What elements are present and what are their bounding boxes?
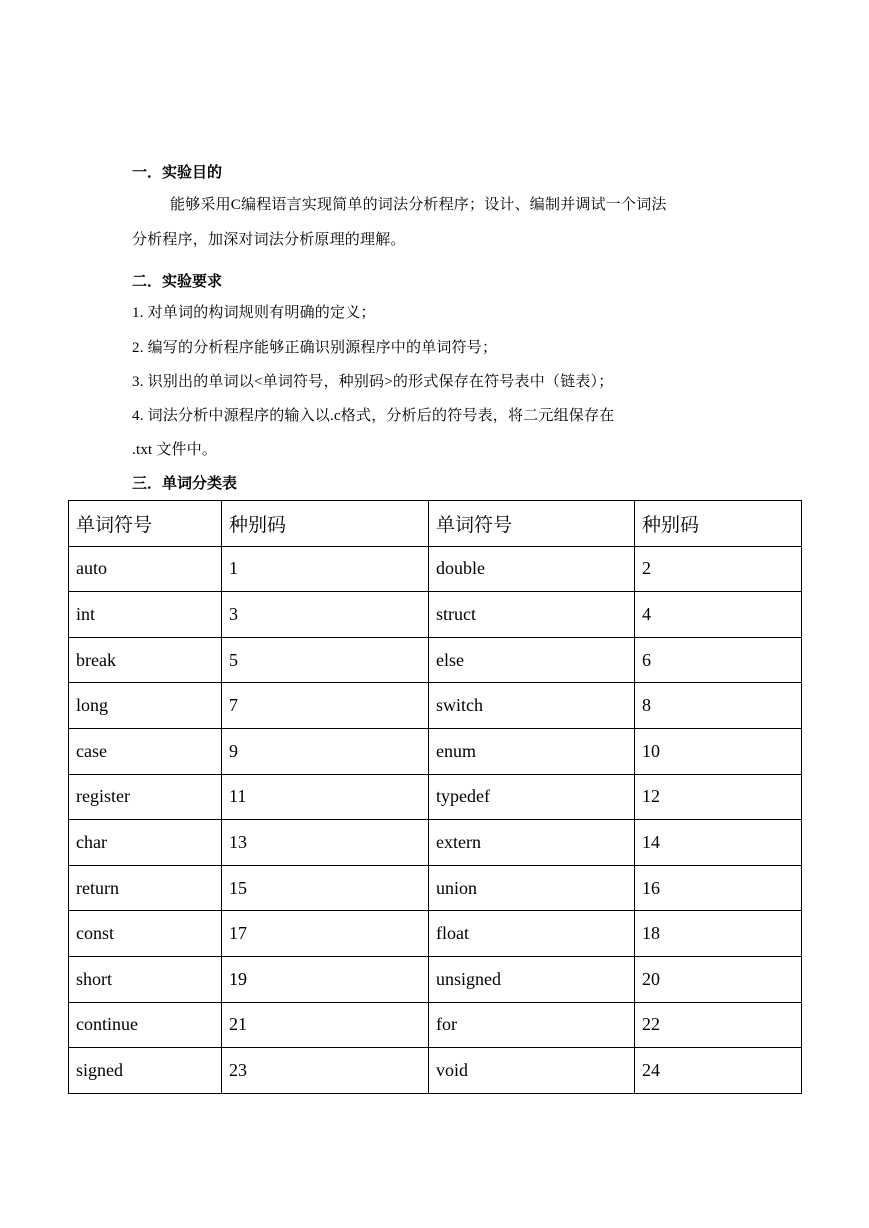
code-cell: 13: [222, 820, 429, 866]
keyword-cell: else: [429, 637, 635, 683]
keyword-cell: double: [429, 546, 635, 592]
code-cell: 15: [222, 865, 429, 911]
table-row: [69, 1048, 802, 1094]
keyword-cell: signed: [69, 1048, 222, 1094]
table-row: [69, 820, 802, 866]
header-cell-word-symbol: 单词符号: [429, 501, 635, 547]
keyword-cell: void: [429, 1048, 635, 1094]
code-cell: 11: [222, 774, 429, 820]
requirement-item: 4. 词法分析中源程序的输入以.c格式，分析后的符号表，将二元组保存在: [132, 408, 615, 424]
code-cell: 14: [635, 820, 802, 866]
keyword-cell: return: [69, 865, 222, 911]
word-classification-table: [68, 500, 802, 1094]
keyword-cell: break: [69, 637, 222, 683]
keyword-cell: char: [69, 820, 222, 866]
keyword-cell: continue: [69, 1002, 222, 1048]
requirement-item: 3. 识别出的单词以<单词符号，种别码>的形式保存在符号表中（链表）；: [132, 374, 614, 390]
code-cell: 2: [635, 546, 802, 592]
keyword-cell: enum: [429, 728, 635, 774]
keyword-cell: float: [429, 911, 635, 957]
table-row: [69, 865, 802, 911]
keyword-cell: int: [69, 592, 222, 638]
table-row: [69, 774, 802, 820]
header-cell-category-code: 种别码: [635, 501, 802, 547]
code-cell: 8: [635, 683, 802, 729]
table-row: [69, 592, 802, 638]
keyword-cell: union: [429, 865, 635, 911]
keyword-cell: short: [69, 956, 222, 1002]
code-cell: 18: [635, 911, 802, 957]
requirement-item: 1. 对单词的构词规则有明确的定义；: [132, 305, 376, 321]
code-cell: 23: [222, 1048, 429, 1094]
keyword-cell: auto: [69, 546, 222, 592]
table-row: [69, 546, 802, 592]
table-row: [69, 683, 802, 729]
keyword-cell: const: [69, 911, 222, 957]
table-row: [69, 728, 802, 774]
code-cell: 6: [635, 637, 802, 683]
code-cell: 17: [222, 911, 429, 957]
code-cell: 9: [222, 728, 429, 774]
table-row: [69, 911, 802, 957]
requirement-item: 2. 编写的分析程序能够正确识别源程序中的单词符号；: [132, 340, 498, 356]
code-cell: 21: [222, 1002, 429, 1048]
header-cell-category-code: 种别码: [222, 501, 429, 547]
section-heading-requirements: 二．实验要求: [132, 274, 223, 290]
table-header-row: [69, 501, 802, 547]
table-row: [69, 637, 802, 683]
code-cell: 1: [222, 546, 429, 592]
keyword-cell: typedef: [429, 774, 635, 820]
table-row: [69, 956, 802, 1002]
code-cell: 22: [635, 1002, 802, 1048]
code-cell: 5: [222, 637, 429, 683]
keyword-cell: register: [69, 774, 222, 820]
keyword-cell: long: [69, 683, 222, 729]
code-cell: 4: [635, 592, 802, 638]
code-cell: 10: [635, 728, 802, 774]
code-cell: 19: [222, 956, 429, 1002]
keyword-cell: for: [429, 1002, 635, 1048]
code-cell: 12: [635, 774, 802, 820]
keyword-cell: extern: [429, 820, 635, 866]
code-cell: 3: [222, 592, 429, 638]
keyword-cell: unsigned: [429, 956, 635, 1002]
purpose-text-line-2: 分析程序，加深对词法分析原理的理解。: [132, 232, 406, 248]
keyword-cell: switch: [429, 683, 635, 729]
requirement-item-continuation: .txt 文件中。: [132, 442, 218, 458]
header-cell-word-symbol: 单词符号: [69, 501, 222, 547]
keyword-cell: struct: [429, 592, 635, 638]
table-row: [69, 1002, 802, 1048]
code-cell: 24: [635, 1048, 802, 1094]
section-heading-word-table: 三．单词分类表: [132, 476, 238, 492]
code-cell: 16: [635, 865, 802, 911]
code-cell: 7: [222, 683, 429, 729]
code-cell: 20: [635, 956, 802, 1002]
section-heading-purpose: 一．实验目的: [132, 165, 223, 181]
keyword-cell: case: [69, 728, 222, 774]
purpose-text-line-1: 能够采用C编程语言实现简单的词法分析程序；设计、编制并调试一个词法: [170, 197, 667, 213]
